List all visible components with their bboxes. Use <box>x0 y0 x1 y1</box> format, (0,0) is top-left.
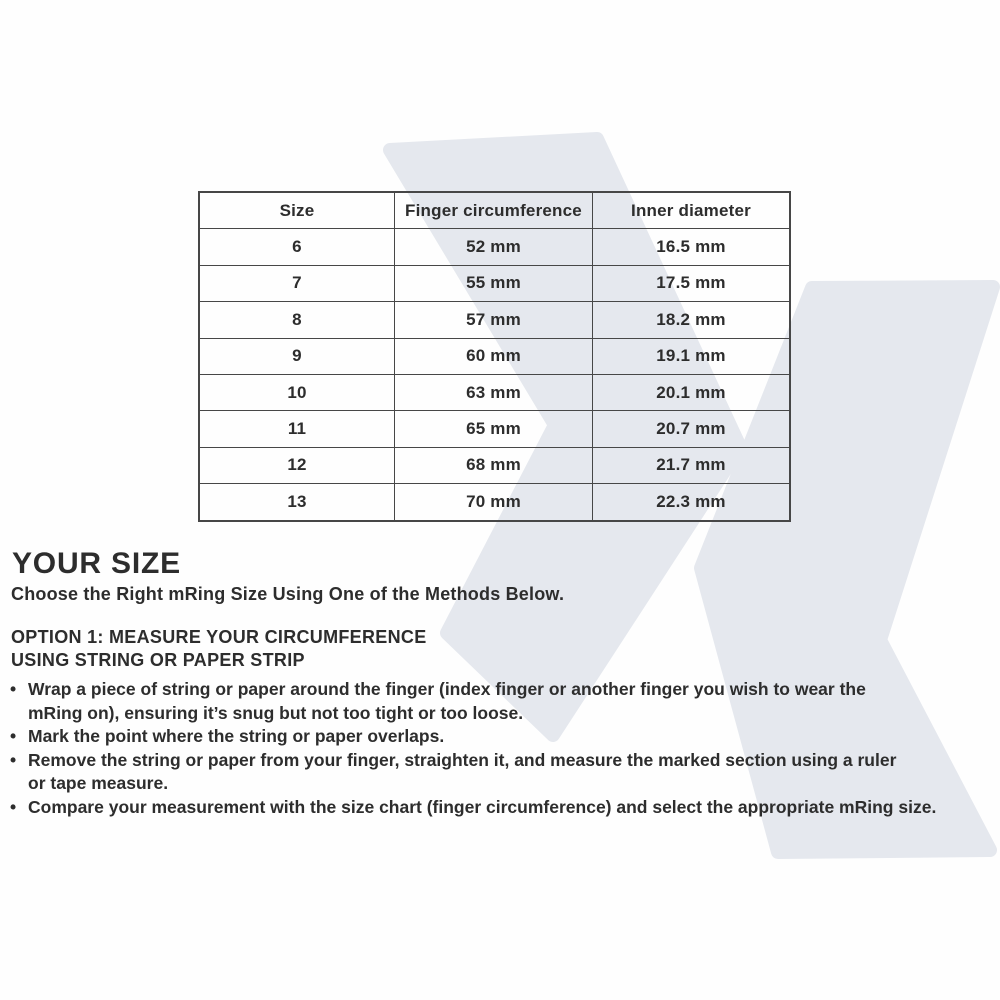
table-cell: 16.5 mm <box>593 229 791 265</box>
column-header-finger-circumference: Finger circumference <box>395 192 593 229</box>
instruction-wrap-line: or tape measure. <box>28 773 169 794</box>
table-cell: 68 mm <box>395 447 593 483</box>
table-cell: 21.7 mm <box>593 447 791 483</box>
table-cell: 20.7 mm <box>593 411 791 447</box>
table-row <box>199 302 790 338</box>
instruction-bullet-line: • Wrap a piece of string or paper around the finger (index finger or another finger you wish to wear the <box>10 678 998 702</box>
size-table-head <box>199 192 790 229</box>
table-cell: 7 <box>199 265 395 301</box>
table-cell: 63 mm <box>395 374 593 410</box>
column-header-inner-diameter: Inner diameter <box>593 192 791 229</box>
column-header-size: Size <box>199 192 395 229</box>
ring-size-table <box>198 191 791 522</box>
subtitle: Choose the Right mRing Size Using One of the Methods Below. <box>11 584 565 604</box>
table-cell: 13 <box>199 484 395 521</box>
bullet-dot: • <box>10 679 17 699</box>
table-cell: 19.1 mm <box>593 338 791 374</box>
table-row <box>199 374 790 410</box>
table-cell: 11 <box>199 411 395 447</box>
table-cell: 60 mm <box>395 338 593 374</box>
bullet-dot: • <box>10 726 17 747</box>
table-cell: 12 <box>199 447 395 483</box>
table-cell: 20.1 mm <box>593 374 791 410</box>
table-cell: 10 <box>199 374 395 410</box>
table-cell: 18.2 mm <box>593 302 791 338</box>
table-cell: 52 mm <box>395 229 593 265</box>
table-cell: 8 <box>199 302 395 338</box>
option1-heading-line1: OPTION 1: MEASURE YOUR CIRCUMFERENCE <box>11 627 427 647</box>
table-cell: 57 mm <box>395 302 593 338</box>
table-row <box>199 229 790 265</box>
table-row <box>199 447 790 483</box>
table-cell: 22.3 mm <box>593 484 791 521</box>
instruction-bullet-line: • Remove the string or paper from your finger, straighten it, and measure the marked section using a ruler <box>10 749 998 773</box>
instruction-bullet-line: • Compare your measurement with the size chart (finger circumference) and select the appropriate mRing size. <box>10 796 998 820</box>
instructions-list <box>10 678 998 820</box>
page-title: YOUR SIZE <box>12 547 181 580</box>
size-table-body <box>199 229 790 521</box>
option1-heading <box>11 626 427 671</box>
instruction-wrap-line: mRing on), ensuring it’s snug but not too tight or too loose. <box>28 702 524 723</box>
table-cell: 55 mm <box>395 265 593 301</box>
bullet-dot: • <box>10 796 17 817</box>
table-row <box>199 265 790 301</box>
table-cell: 6 <box>199 229 395 265</box>
table-cell: 9 <box>199 338 395 374</box>
table-row <box>199 484 790 521</box>
instruction-bullet-line: • Mark the point where the string or paper overlaps. <box>10 725 998 749</box>
table-header-row <box>199 192 790 229</box>
option1-heading-line2: USING STRING OR PAPER STRIP <box>11 649 305 670</box>
table-cell: 17.5 mm <box>593 265 791 301</box>
table-cell: 65 mm <box>395 411 593 447</box>
table-cell: 70 mm <box>395 484 593 521</box>
table-row <box>199 411 790 447</box>
bullet-dot: • <box>10 749 17 770</box>
table-row <box>199 338 790 374</box>
